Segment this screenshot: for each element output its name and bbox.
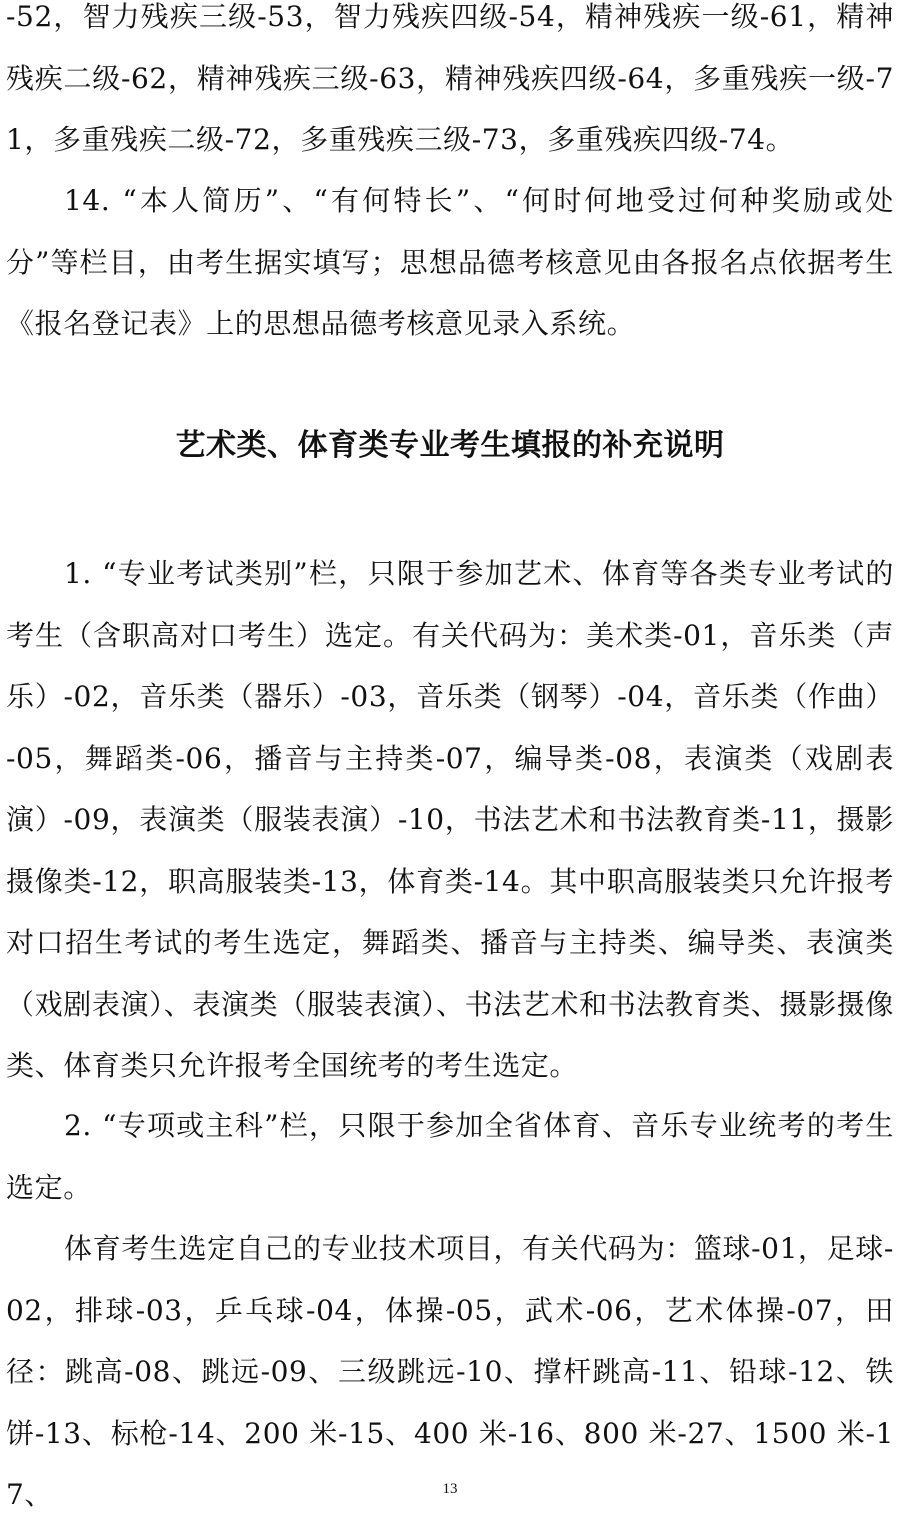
sports-event-codes-paragraph: 体育考生选定自己的专业技术项目，有关代码为：篮球-01，足球-02，排球-03，乒乓球-04，体操-05，武术-06，艺术体操-07，田径：跳高-08、跳远-09、三级跳远-10、撑杆跳高-11、铅球-12、铁饼-13、标枪-14、200 米-15、400 米-16、800 米-27、1500 米-17、 xyxy=(6,1232,894,1511)
page-number: 13 xyxy=(442,1481,458,1497)
section-heading: 艺术类、体育类专业考生填报的补充说明 xyxy=(175,428,725,463)
continued-disability-codes-paragraph: -52，智力残疾三级-53，智力残疾四级-54，精神残疾一级-61，精神残疾二级-62，精神残疾三级-63，精神残疾四级-64，多重残疾一级-71，多重残疾二级-72，多重残疾三级-73，多重残疾四级-74。 xyxy=(6,0,894,156)
major-subject-paragraph: 2. “专项或主科”栏，只限于参加全省体育、音乐专业统考的考生选定。 xyxy=(6,1109,894,1204)
exam-category-paragraph: 1. “专业考试类别”栏，只限于参加艺术、体育等各类专业考试的考生（含职高对口考生）选定。有关代码为：美术类-01，音乐类（声乐）-02，音乐类（器乐）-03，音乐类（钢琴）-04，音乐类（作曲）-05，舞蹈类-06，播音与主持类-07，编导类-08，表演类（戏剧表演）-09，表演类（服装表演）-10，书法艺术和书法教育类-11，摄影摄像类-12，职高服装类-13，体育类-14。其中职高服装类只允许报考对口招生考试的考生选定，舞蹈类、播音与主持类、编导类、表演类（戏剧表演）、表演类（服装表演）、书法艺术和书法教育类、摄影摄像类、体育类只允许报考全国统考的考生选定。 xyxy=(6,557,894,1082)
resume-fields-paragraph: 14. “本人简历”、“有何特长”、“何时何地受过何种奖励或处分”等栏目，由考生据实填写；思想品德考核意见由各报名点依据考生《报名登记表》上的思想品德考核意见录入系统。 xyxy=(6,184,894,340)
